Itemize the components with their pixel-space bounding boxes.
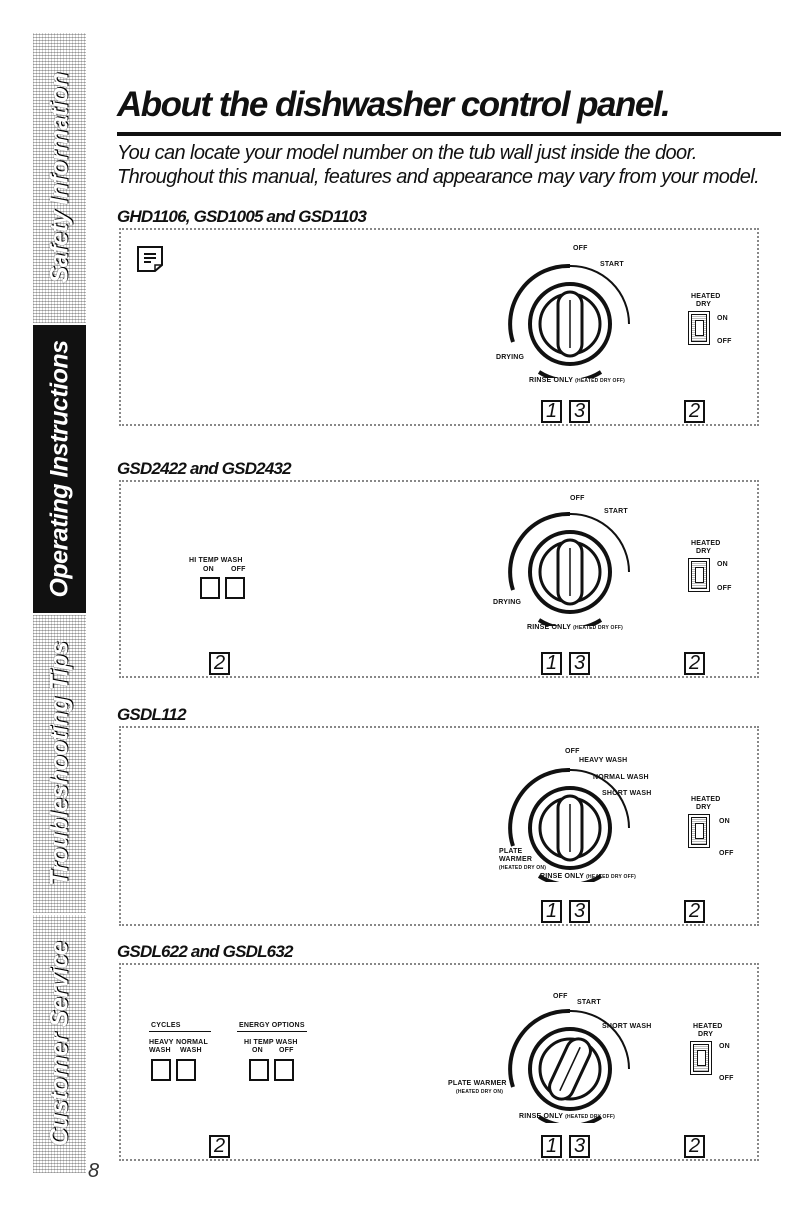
callout-number: 3: [569, 1135, 590, 1158]
hi-temp-on-button[interactable]: [200, 577, 220, 599]
callout-number: 2: [684, 900, 705, 923]
control-panel-2: [119, 480, 759, 678]
dial-label-warmer-sub: (HEATED DRY ON): [499, 865, 547, 871]
dial-label-start: START: [604, 508, 628, 515]
energy-underline: [237, 1031, 307, 1032]
heated-dry-switch[interactable]: [690, 1041, 712, 1075]
normal-wash-label-2: WASH: [180, 1047, 202, 1054]
cycles-label: CYCLES: [151, 1022, 181, 1029]
normal-wash-button[interactable]: [176, 1059, 196, 1081]
callout-number: 2: [684, 1135, 705, 1158]
title-rule: [117, 132, 781, 136]
heated-dry-label-2: DRY: [698, 1031, 714, 1038]
callout-number: 1: [541, 652, 562, 675]
tab-label: Operating Instructions: [45, 340, 73, 598]
callout-number: 1: [541, 900, 562, 923]
model-heading: GSDL112: [117, 705, 186, 724]
intro-text: You can locate your model number on the tub wall just inside the door. Throughout this manual, features and appearance may vary from your model.: [117, 142, 760, 188]
switch-label-off: OFF: [719, 850, 734, 857]
dial-label-short-wash: SHORT WASH: [602, 790, 652, 797]
hi-temp-off-label: OFF: [279, 1047, 294, 1054]
tab-customer-service[interactable]: [33, 915, 86, 1173]
dial-label-plate: PLATE: [499, 848, 523, 855]
heated-dry-label: HEATED: [691, 293, 721, 300]
callout-number: 1: [541, 1135, 562, 1158]
dial-label-off: OFF: [573, 245, 588, 252]
callout-number: 2: [209, 1135, 230, 1158]
dial-label-plate-warmer: PLATE WARMER: [448, 1080, 507, 1087]
switch-label-on: ON: [719, 1043, 730, 1050]
dial-label-start: START: [577, 999, 601, 1006]
cycle-dial[interactable]: [499, 502, 641, 626]
callout-number: 3: [569, 400, 590, 423]
dial-label-heavy-wash: HEAVY WASH: [579, 757, 628, 764]
dial-label-off: OFF: [570, 495, 585, 502]
hi-temp-off-button[interactable]: [225, 577, 245, 599]
cycle-dial[interactable]: [499, 999, 641, 1123]
dial-label-start: START: [600, 261, 624, 268]
switch-label-on: ON: [717, 315, 728, 322]
hi-temp-wash-label: HI TEMP WASH: [244, 1039, 298, 1046]
dial-label-normal-wash: NORMAL WASH: [593, 774, 649, 781]
dial-label-rinse-only: RINSE ONLY (HEATED DRY OFF): [529, 377, 625, 384]
tab-operating-instructions[interactable]: [33, 325, 86, 613]
hi-temp-on-label: ON: [252, 1047, 263, 1054]
normal-wash-label: NORMAL: [176, 1039, 208, 1046]
model-heading: GSDL622 and GSDL632: [117, 942, 293, 961]
hi-temp-off-button[interactable]: [274, 1059, 294, 1081]
tab-troubleshooting-tips[interactable]: [33, 615, 86, 913]
heated-dry-label-2: DRY: [696, 301, 712, 308]
control-panel-1: [119, 228, 759, 426]
tab-label: Safety Information: [45, 72, 73, 284]
model-heading: GHD1106, GSD1005 and GSD1103: [117, 207, 367, 226]
heated-dry-label: HEATED: [691, 540, 721, 547]
heated-dry-switch[interactable]: [688, 558, 710, 592]
dial-label-rinse-only: RINSE ONLY (HEATED DRY OFF): [519, 1113, 615, 1120]
hi-temp-on-label: ON: [203, 566, 214, 573]
control-panel-3: [119, 726, 759, 926]
callout-number: 2: [684, 400, 705, 423]
heavy-wash-label: HEAVY: [149, 1039, 174, 1046]
control-panel-4: [119, 963, 759, 1161]
switch-label-on: ON: [717, 561, 728, 568]
switch-label-off: OFF: [719, 1075, 734, 1082]
page-number: 8: [88, 1160, 100, 1182]
heated-dry-label: HEATED: [693, 1023, 723, 1030]
heated-dry-label-2: DRY: [696, 548, 712, 555]
cycles-underline: [149, 1031, 211, 1032]
dial-label-plate-warmer-sub: (HEATED DRY ON): [456, 1089, 504, 1095]
callout-number: 3: [569, 900, 590, 923]
cycle-dial[interactable]: [499, 758, 641, 882]
switch-label-on: ON: [719, 818, 730, 825]
model-heading: GSD2422 and GSD2432: [117, 459, 291, 478]
energy-options-label: ENERGY OPTIONS: [239, 1022, 305, 1029]
hi-temp-on-button[interactable]: [249, 1059, 269, 1081]
heavy-wash-label-2: WASH: [149, 1047, 171, 1054]
heavy-wash-button[interactable]: [151, 1059, 171, 1081]
tab-safety-information[interactable]: [33, 33, 86, 323]
callout-number: 2: [209, 652, 230, 675]
dial-label-rinse-only: RINSE ONLY (HEATED DRY OFF): [527, 624, 623, 631]
heated-dry-label: HEATED: [691, 796, 721, 803]
hi-temp-off-label: OFF: [231, 566, 246, 573]
dial-label-rinse-only: RINSE ONLY (HEATED DRY OFF): [540, 873, 636, 880]
hi-temp-wash-label: HI TEMP WASH: [189, 557, 243, 564]
switch-label-off: OFF: [717, 338, 732, 345]
tab-label: Customer Service: [45, 941, 73, 1147]
switch-label-off: OFF: [717, 585, 732, 592]
section-sidebar: [33, 33, 86, 1173]
dial-label-drying: DRYING: [496, 354, 525, 361]
dial-label-warmer: WARMER: [499, 856, 533, 863]
dial-label-off: OFF: [565, 748, 580, 755]
page-title: About the dishwasher control panel.: [117, 85, 670, 124]
callout-number: 2: [684, 652, 705, 675]
callout-number: 1: [541, 400, 562, 423]
heated-dry-switch[interactable]: [688, 311, 710, 345]
dial-label-short-wash: SHORT WASH: [602, 1023, 652, 1030]
heated-dry-label-2: DRY: [696, 804, 712, 811]
callout-number: 3: [569, 652, 590, 675]
dial-label-off: OFF: [553, 993, 568, 1000]
tab-label: Troubleshooting Tips: [45, 641, 73, 887]
dial-label-drying: DRYING: [493, 599, 522, 606]
heated-dry-switch[interactable]: [688, 814, 710, 848]
manual-icon: [136, 245, 164, 273]
